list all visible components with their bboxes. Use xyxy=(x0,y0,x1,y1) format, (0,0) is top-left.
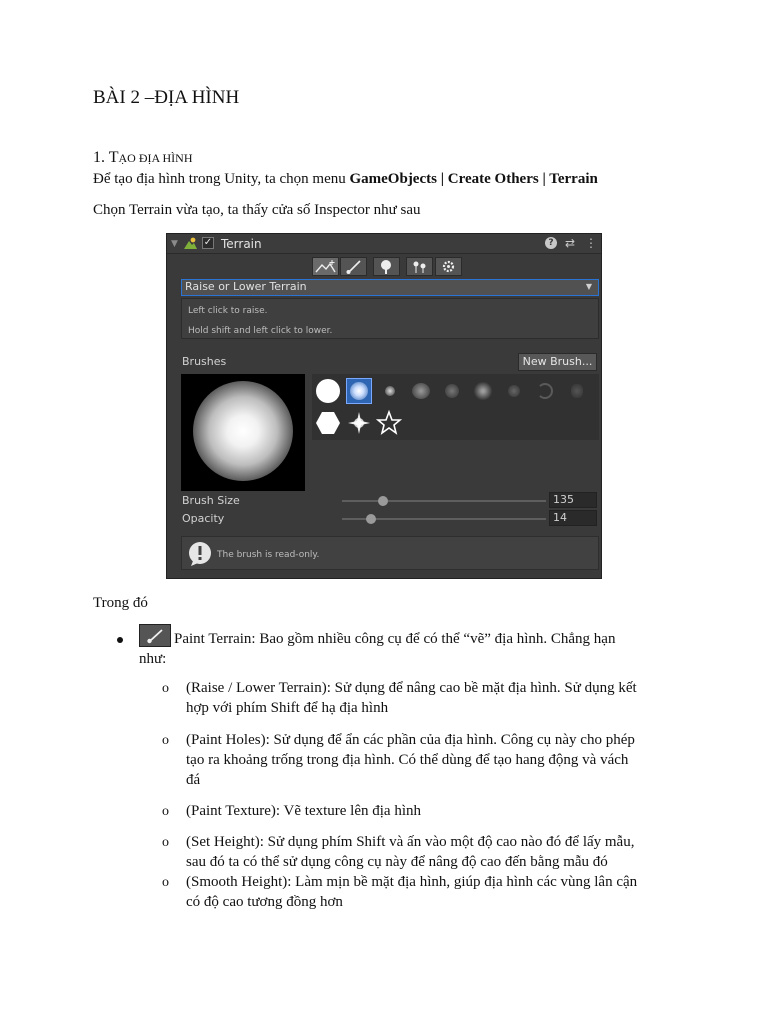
brush-icon xyxy=(341,258,366,275)
brush-size-slider[interactable] xyxy=(342,500,546,502)
foldout-arrow-icon[interactable]: ▼ xyxy=(171,239,178,249)
tool-help-box xyxy=(181,298,599,339)
subitem-marker: o xyxy=(162,875,169,890)
subitem-line: sau đó ta có thể sử dụng công cụ này để nâng độ cao đến bằng mẫu đó xyxy=(186,854,608,870)
subitem-line: (Smooth Height): Làm mịn bề mặt địa hình, giúp địa hình các vùng lân cận xyxy=(186,874,638,890)
subitem-marker: o xyxy=(162,733,169,748)
bullet-text-line1: Paint Terrain: Bao gồm nhiều công cụ để có thể “vẽ” địa hình. Chẳng hạn xyxy=(174,631,616,647)
brush-icon xyxy=(140,625,170,646)
subitem-line: tạo ra khoảng trống trong địa hình. Có thể dùng để tạo hang động và vách xyxy=(186,752,629,768)
paint-terrain-icon xyxy=(139,624,171,647)
tool-dropdown[interactable] xyxy=(181,279,599,296)
subitem-line: (Raise / Lower Terrain): Sử dụng để nâng cao bề mặt địa hình. Sử dụng kết xyxy=(186,680,637,696)
brushes-label: Brushes xyxy=(182,355,227,368)
brush-size-label: Brush Size xyxy=(182,494,240,507)
opacity-field[interactable]: 14 xyxy=(549,510,597,526)
tool-terrain-settings[interactable] xyxy=(435,257,462,276)
brush-speckle[interactable] xyxy=(439,378,465,404)
subitem-marker: o xyxy=(162,804,169,819)
more-options-icon[interactable]: ⋮ xyxy=(585,236,597,250)
brush-cloud[interactable] xyxy=(408,378,434,404)
menu-path: GameObjects | Create Others | Terrain xyxy=(349,171,598,187)
subitem-marker: o xyxy=(162,681,169,696)
readonly-warning xyxy=(181,536,599,570)
page-title: BÀI 2 –ĐỊA HÌNH xyxy=(93,87,240,108)
tool-create-neighbor[interactable] xyxy=(312,257,339,276)
subitem-line: hợp với phím Shift để hạ địa hình xyxy=(186,700,389,716)
tool-paint-details[interactable] xyxy=(406,257,433,276)
chevron-down-icon: ▼ xyxy=(585,282,592,291)
subitem-smooth-height xyxy=(186,872,676,912)
brush-star-outline[interactable] xyxy=(376,410,402,436)
subitem-marker: o xyxy=(162,835,169,850)
sparkle-icon xyxy=(346,410,372,436)
subitem-line: (Paint Texture): Vẽ texture lên địa hình xyxy=(186,803,421,819)
brush-soft-circle-selected[interactable] xyxy=(346,378,372,404)
subitem-line: có độ cao tương đồng hơn xyxy=(186,894,343,910)
help-line-2: Hold shift and left click to lower. xyxy=(188,326,333,336)
tool-paint-terrain[interactable] xyxy=(340,257,367,276)
intro-paragraph xyxy=(93,169,598,189)
tool-dropdown-value: Raise or Lower Terrain xyxy=(185,280,307,293)
opacity-label: Opacity xyxy=(182,512,225,525)
brush-grid xyxy=(312,374,599,440)
subitem-raise-lower xyxy=(186,678,676,718)
terrain-component-icon xyxy=(183,236,197,250)
brush-size-field[interactable]: 135 xyxy=(549,492,597,508)
section-heading-rest: ẠO ĐỊA HÌNH xyxy=(118,151,193,165)
presets-icon[interactable]: ⇄ xyxy=(565,236,576,250)
brush-hard-circle[interactable] xyxy=(315,378,341,404)
trong-do: Trong đó xyxy=(93,595,148,611)
warning-icon xyxy=(187,541,213,567)
inspector-panel xyxy=(166,233,602,579)
star-outline-icon xyxy=(376,410,402,436)
brush-faint[interactable] xyxy=(501,378,527,404)
gear-icon xyxy=(436,258,461,275)
inspector-intro: Chọn Terrain vừa tạo, ta thấy cửa số Inspector như sau xyxy=(93,202,421,218)
section-heading xyxy=(93,148,193,168)
enabled-checkbox[interactable]: ✓ xyxy=(203,237,213,248)
brush-crescent[interactable] xyxy=(532,378,558,404)
tool-paint-trees[interactable] xyxy=(373,257,400,276)
subitem-line: đá xyxy=(186,772,201,788)
warning-text: The brush is read-only. xyxy=(217,550,320,560)
brush-scatter[interactable] xyxy=(470,378,496,404)
inspector-header xyxy=(167,234,601,254)
help-line-1: Left click to raise. xyxy=(188,306,268,316)
intro-text: Để tạo địa hình trong Unity, ta chọn menu xyxy=(93,171,350,187)
subitem-paint-texture xyxy=(186,801,676,821)
component-title: Terrain xyxy=(221,237,262,251)
hexagon-icon xyxy=(315,410,341,436)
brush-star-glow[interactable] xyxy=(346,410,372,436)
tree-icon xyxy=(374,258,399,275)
subitem-paint-holes xyxy=(186,730,676,790)
brush-hexagon[interactable] xyxy=(315,410,341,436)
bullet-text-line2: như: xyxy=(139,651,167,667)
brush-size-handle[interactable] xyxy=(378,496,388,506)
brush-preview xyxy=(181,374,305,491)
bullet-dot xyxy=(117,637,123,643)
subitem-line: (Paint Holes): Sử dụng để ẩn các phần của địa hình. Công cụ này cho phép xyxy=(186,732,635,748)
mountain-plus-icon xyxy=(313,258,338,275)
opacity-handle[interactable] xyxy=(366,514,376,524)
subitem-set-height xyxy=(186,832,676,872)
flowers-icon xyxy=(407,258,432,275)
brush-small-soft[interactable] xyxy=(377,378,403,404)
brush-grass[interactable] xyxy=(564,378,590,404)
new-brush-button[interactable]: New Brush... xyxy=(518,353,597,371)
section-heading-initial: T xyxy=(108,149,119,166)
section-number: 1. xyxy=(93,149,105,166)
help-icon[interactable]: ? xyxy=(545,237,557,249)
subitem-line: (Set Height): Sử dụng phím Shift và ấn vào một độ cao nào đó để lấy mẫu, xyxy=(186,834,635,850)
